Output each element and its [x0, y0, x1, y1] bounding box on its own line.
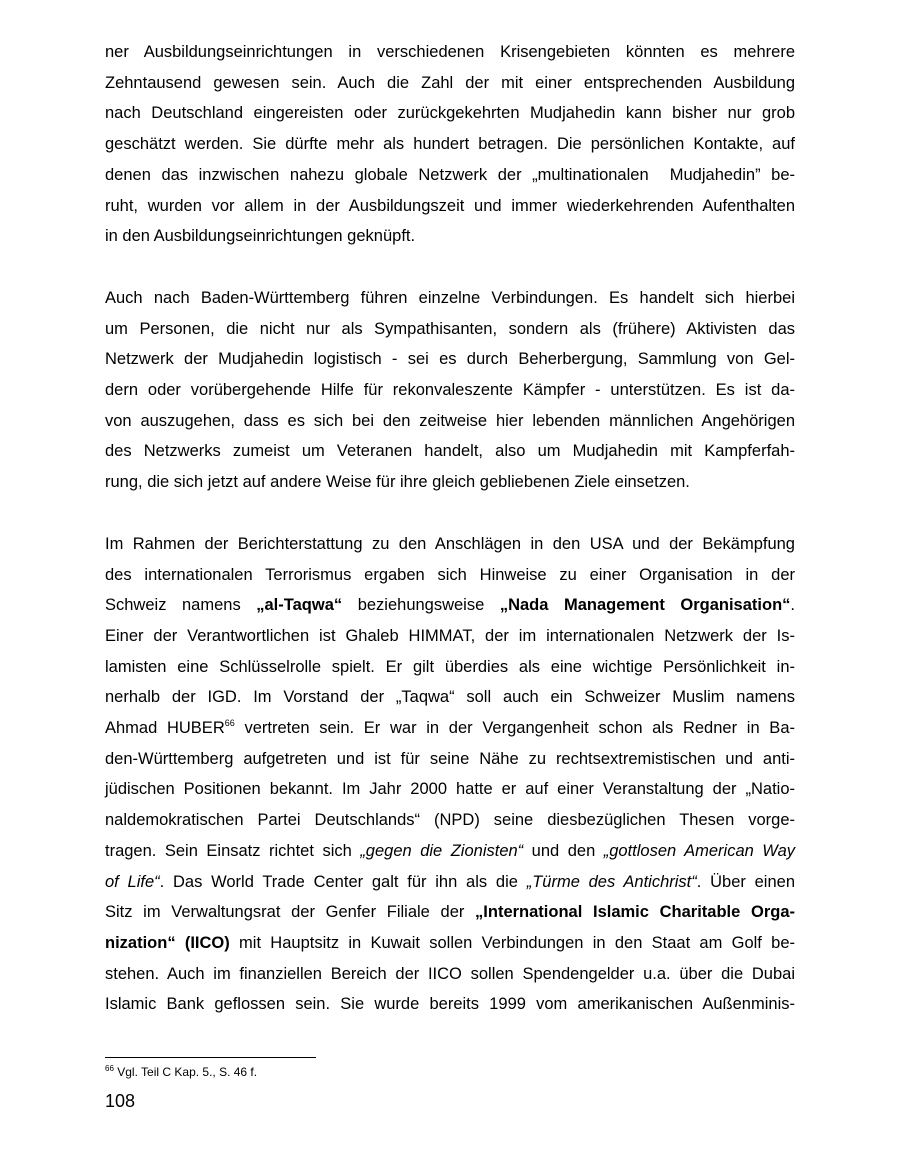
text-line [105, 41, 795, 63]
text-segment: den-Württemberg aufgetreten und ist für seine Nähe zu rechtsextremistischen und anti- [105, 749, 795, 768]
footnote [105, 1064, 257, 1080]
text-line [105, 840, 795, 862]
text-line [105, 932, 795, 954]
text-segment: des internationalen Terrorismus ergaben sich Hinweise zu einer Organisation in der [105, 565, 795, 584]
text-line [105, 564, 795, 586]
text-segment: beziehungsweise [342, 596, 500, 615]
footnote-divider [105, 1057, 316, 1058]
text-line [105, 102, 795, 124]
text-segment: ner Ausbildungseinrichtungen in verschiedenen Krisengebieten könnten es mehrere [105, 43, 795, 61]
text-segment: „International Islamic Charitable Orga- [475, 903, 795, 922]
page-number: 108 [105, 1091, 136, 1111]
text-segment: Zehntausend gewesen sein. Auch die Zahl der mit einer entsprechenden Ausbildung [105, 73, 795, 92]
text-line [105, 471, 795, 493]
text-line [105, 348, 795, 370]
text-segment: . Über einen [696, 872, 795, 891]
text-line [105, 809, 795, 831]
text-segment: Ahmad HUBER [105, 719, 225, 737]
text-line [105, 778, 795, 800]
text-segment: lamisten eine Schlüsselrolle spielt. Er gilt überdies als eine wichtige Persönlichkeit in- [105, 657, 795, 676]
text-segment: rung, die sich jetzt auf andere Weise für ihre gleich gebliebenen Ziele einsetzen. [105, 473, 690, 492]
text-line [105, 748, 795, 770]
text-line [105, 410, 795, 432]
text-segment: nization“ (IICO) [105, 933, 230, 952]
text-segment: Schweiz namens [105, 596, 257, 615]
text-segment: um Personen, die nicht nur als Sympathisanten, sondern als (frühere) Aktivisten das [105, 319, 795, 338]
text-segment: nerhalb der IGD. Im Vorstand der „Taqwa“ soll auch ein Schweizer Muslim namens [105, 688, 795, 707]
text-line [105, 195, 795, 217]
text-segment: Sitz im Verwaltungsrat der Genfer Filiale der [105, 903, 476, 922]
text-line [105, 625, 795, 647]
text-segment: des Netzwerks zumeist um Veteranen handelt, also um Mudjahedin mit Kampferfah- [105, 442, 795, 461]
text-segment: in den Ausbildungseinrichtungen geknüpft. [105, 227, 416, 246]
text-line [105, 379, 795, 401]
text-segment: Islamic Bank geflossen sein. Sie wurde bereits 1999 vom amerikanischen Außenminis- [105, 995, 795, 1014]
text-segment: . Das World Trade Center galt für ihn als die [159, 872, 527, 891]
text-line [105, 717, 795, 739]
text-segment: „Türme des Antichrist“ [526, 872, 697, 891]
text-segment: of Life“ [105, 872, 160, 891]
text-line [105, 963, 795, 985]
text-segment: geschätzt werden. Sie dürfte mehr als hundert betragen. Die persönlichen Kontakte, auf [105, 135, 795, 154]
text-segment: Im Rahmen der Berichterstattung zu den Anschlägen in den USA und der Bekämpfung [105, 534, 795, 553]
text-segment: naldemokratischen Partei Deutschlands“ (NPD) seine diesbezüglichen Thesen vorge- [105, 811, 795, 830]
text-segment: „gegen die Zionisten“ [360, 841, 524, 860]
text-segment: von auszugehen, dass es sich bei den zeitweise hier lebenden männlichen Angehörigen [105, 411, 795, 430]
text-line [105, 656, 795, 678]
text-segment: dern oder vorübergehende Hilfe für rekonvaleszente Kämpfer - unterstützen. Es ist da- [105, 381, 795, 399]
text-line [105, 533, 795, 555]
text-segment: mit Hauptsitz in Kuwait sollen Verbindungen in den Staat am Golf be- [229, 933, 795, 952]
text-segment: Netzwerk der Mudjahedin logistisch - sei es durch Beherbergung, Sammlung von Gel- [105, 350, 795, 369]
text-segment: nach Deutschland eingereisten oder zurückgekehrten Mudjahedin kann bisher nur grob [105, 104, 795, 123]
text-segment: vertreten sein. Er war in der Vergangenheit schon als Redner in Ba- [234, 719, 795, 737]
text-line [105, 993, 795, 1015]
text-line [105, 318, 795, 340]
text-line [105, 594, 795, 616]
text-line [105, 871, 795, 893]
text-segment: stehen. Auch im finanziellen Bereich der IICO sollen Spendengelder u.a. über die Dubai [105, 964, 795, 983]
text-line [105, 72, 795, 94]
text-segment: . [790, 596, 795, 615]
text-line [105, 225, 795, 247]
text-segment: Auch nach Baden-Württemberg führen einzelne Verbindungen. Es handelt sich hierbei [105, 288, 795, 307]
footnote-reference: 66 [224, 718, 235, 728]
text-segment: „gottlosen American Way [603, 841, 796, 860]
text-line [105, 164, 795, 186]
text-segment: „al-Taqwa“ [256, 596, 343, 615]
text-line [105, 686, 795, 708]
text-segment: tragen. Sein Einsatz richtet sich [105, 841, 361, 860]
footnote-text: Vgl. Teil C Kap. 5., S. 46 f. [117, 1065, 258, 1079]
text-line [105, 287, 795, 309]
text-line [105, 901, 795, 923]
text-segment: denen das inzwischen nahezu globale Netzwerk der „multinationalen Mudjahedin” be- [105, 165, 795, 184]
text-segment: jüdischen Positionen bekannt. Im Jahr 2000 hatte er auf einer Veranstaltung der „Natio- [105, 780, 795, 799]
footnote-marker: 66 [105, 1064, 114, 1073]
text-segment: und den [523, 841, 604, 860]
text-line [105, 440, 795, 462]
text-segment: Einer der Verantwortlichen ist Ghaleb HIMMAT, der im internationalen Netzwerk der Is- [105, 626, 795, 645]
text-line [105, 133, 795, 155]
text-segment: „Nada Management Organisation“ [499, 596, 791, 615]
text-segment: ruht, wurden vor allem in der Ausbildungszeit und immer wiederkehrenden Aufenthalten [105, 196, 795, 215]
